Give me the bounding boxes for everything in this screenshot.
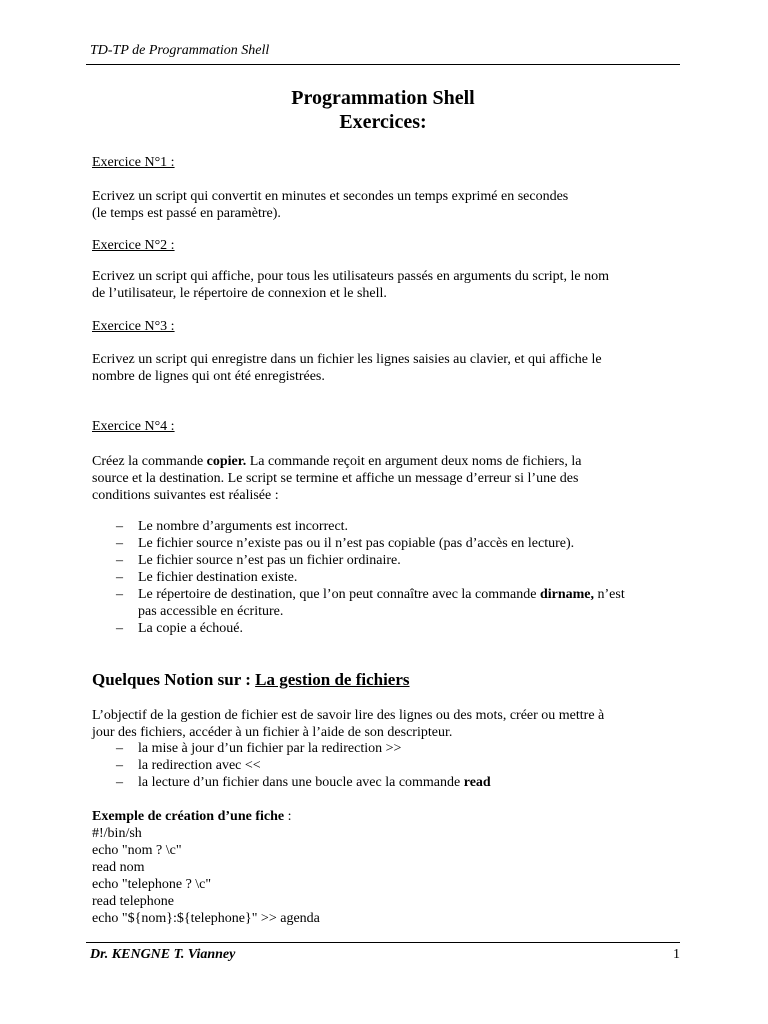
- code-line-1: #!/bin/sh: [92, 826, 142, 841]
- condition-5-line-2: pas accessible en écriture.: [138, 604, 284, 619]
- exercise-4-text: [92, 453, 682, 504]
- notions-heading: [92, 670, 410, 690]
- condition-5-pre: Le répertoire de destination, que l’on peut connaître avec la commande: [138, 587, 540, 602]
- list-item: [92, 740, 682, 757]
- exercise-4-label: Exercice N°4 :: [92, 419, 175, 434]
- notions-list: [92, 740, 682, 791]
- notion-item-3-pre: la lecture d’un fichier dans une boucle avec la commande: [138, 775, 464, 790]
- dash-bullet: –: [116, 553, 123, 568]
- dash-bullet: –: [116, 621, 123, 636]
- dash-bullet: –: [116, 587, 123, 602]
- conditions-list: [92, 518, 682, 637]
- code-line-3: read nom: [92, 860, 145, 875]
- page-number: 1: [673, 947, 680, 962]
- code-line-4: echo "telephone ? \c": [92, 877, 212, 892]
- notion-item-text: la mise à jour d’un fichier par la redirection >>: [138, 741, 402, 756]
- list-item: [92, 757, 682, 774]
- list-item: [92, 552, 682, 569]
- condition-text: La copie a échoué.: [138, 621, 243, 636]
- dash-bullet: –: [116, 570, 123, 585]
- list-item: [92, 569, 682, 586]
- footer-author: Dr. KENGNE T. Vianney: [90, 947, 236, 962]
- exercise-3-line-2: nombre de lignes qui ont été enregistrées.: [92, 369, 325, 384]
- exercise-4-line-1: [92, 453, 682, 470]
- code-line-6: echo "${nom}:${telephone}" >> agenda: [92, 911, 320, 926]
- example-label-bold: Exemple de création d’une fiche: [92, 809, 285, 824]
- exercise-3-line-1: Ecrivez un script qui enregistre dans un fichier les lignes saisies au clavier, et qui affiche le: [92, 352, 602, 367]
- command-copier: copier.: [206, 454, 247, 469]
- notions-heading-underlined: La gestion de fichiers: [255, 670, 410, 689]
- command-read: read: [463, 775, 491, 790]
- list-item: [92, 535, 682, 552]
- condition-text: Le nombre d’arguments est incorrect.: [138, 519, 349, 534]
- dash-bullet: –: [116, 775, 123, 790]
- exercise-4-intro-pre: Créez la commande: [92, 454, 207, 469]
- exercise-2-line-2: de l’utilisateur, le répertoire de connexion et le shell.: [92, 286, 387, 301]
- exercise-1-line-1: Ecrivez un script qui convertit en minutes et secondes un temps exprimé en secondes: [92, 189, 569, 204]
- condition-text: [138, 586, 682, 603]
- document-title: [86, 86, 680, 134]
- footer-divider: [86, 942, 680, 943]
- list-item: [92, 586, 682, 620]
- exercise-2-label: Exercice N°2 :: [92, 238, 175, 253]
- example-label-post: :: [284, 809, 292, 824]
- condition-text: Le fichier destination existe.: [138, 570, 298, 585]
- list-item: [92, 620, 682, 637]
- title-line-1: Programmation Shell: [291, 87, 475, 109]
- exercise-3-text: [92, 351, 682, 385]
- list-item: [92, 518, 682, 535]
- exercise-1-text: [92, 188, 682, 222]
- list-item: [92, 774, 682, 791]
- condition-text: Le fichier source n’existe pas ou il n’est pas copiable (pas d’accès en lecture).: [138, 536, 575, 551]
- notions-intro: [92, 707, 682, 741]
- notions-heading-pre: Quelques Notion sur :: [92, 670, 256, 689]
- exercise-1-line-2: (le temps est passé en paramètre).: [92, 206, 281, 221]
- notions-intro-line-2: jour des fichiers, accéder à un fichier à l’aide de son descripteur.: [92, 725, 453, 740]
- dash-bullet: –: [116, 536, 123, 551]
- exercise-3-label: Exercice N°3 :: [92, 319, 175, 334]
- exercise-2-text: [92, 268, 682, 302]
- notion-item-text: [138, 774, 682, 791]
- condition-5-post: n’est: [594, 587, 625, 602]
- exercise-2-line-1: Ecrivez un script qui affiche, pour tous les utilisateurs passés en arguments du script, le nom: [92, 269, 609, 284]
- title-line-2: Exercices:: [339, 111, 427, 133]
- dash-bullet: –: [116, 741, 123, 756]
- code-line-5: read telephone: [92, 894, 175, 909]
- dash-bullet: –: [116, 519, 123, 534]
- exercise-1-label: Exercice N°1 :: [92, 155, 175, 170]
- dash-bullet: –: [116, 758, 123, 773]
- condition-text: Le fichier source n’est pas un fichier ordinaire.: [138, 553, 401, 568]
- exercise-4-line-3: conditions suivantes est réalisée :: [92, 488, 279, 503]
- command-dirname: dirname,: [539, 587, 595, 602]
- header-divider: [86, 64, 680, 65]
- header-title: TD-TP de Programmation Shell: [90, 43, 270, 58]
- notions-intro-line-1: L’objectif de la gestion de fichier est de savoir lire des lignes ou des mots, créer ou mettre à: [92, 708, 605, 723]
- code-line-2: echo "nom ? \c": [92, 843, 182, 858]
- notion-item-text: la redirection avec <<: [138, 758, 261, 773]
- exercise-4-intro-post: La commande reçoit en argument deux noms de fichiers, la: [246, 454, 582, 469]
- example-label: [92, 808, 291, 825]
- exercise-4-line-2: source et la destination. Le script se termine et affiche un message d’erreur si l’une des: [92, 471, 579, 486]
